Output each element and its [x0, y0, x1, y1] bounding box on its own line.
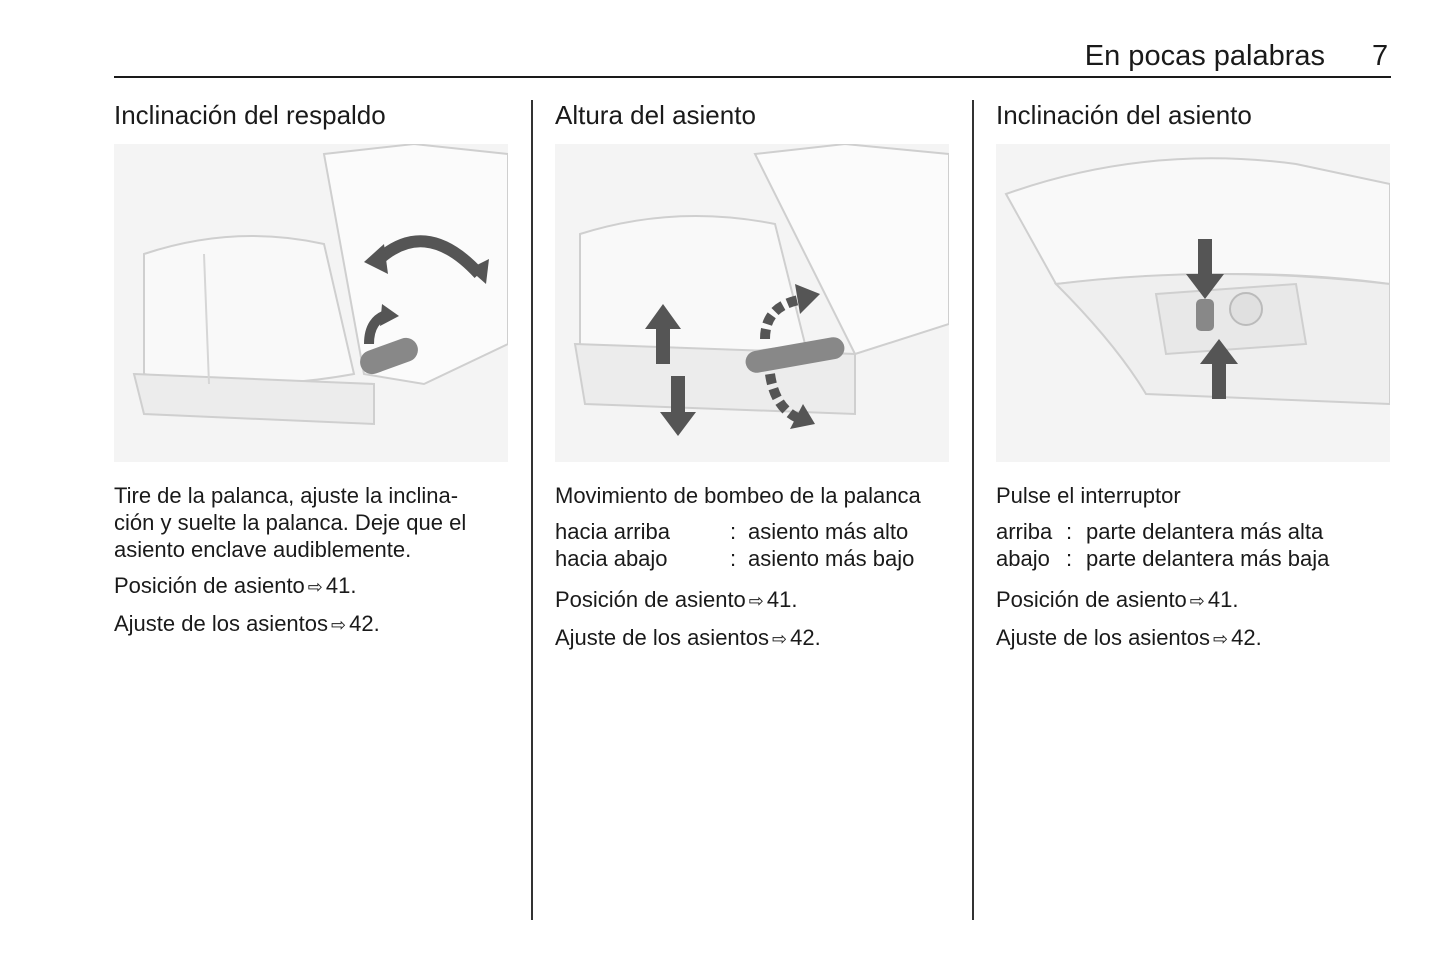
column-title: Inclinación del asiento [996, 100, 1252, 130]
column-title: Inclinación del respaldo [114, 100, 386, 130]
ref-text: Posición de asiento [114, 573, 305, 598]
seat-recline-illustration [114, 144, 508, 462]
intro-text: Pulse el interruptor [996, 483, 1181, 508]
body-line: Tire de la palanca, ajuste la inclina- [114, 483, 459, 508]
action-key: arriba [996, 519, 1053, 544]
reference-seat-adjust [555, 624, 955, 653]
column-backrest-recline [114, 100, 514, 648]
reference-seat-adjust [996, 624, 1396, 653]
page-ref-arrow-icon: ⇨ [748, 591, 764, 611]
body-line: ción y suelte la palanca. Deje que el [114, 510, 467, 535]
intro-text: Movimiento de bombeo de la palanca [555, 483, 921, 508]
action-key: abajo [996, 546, 1050, 571]
separator: : [730, 546, 737, 571]
ref-page: 42. [790, 625, 821, 650]
page-ref-arrow-icon: ⇨ [307, 577, 323, 597]
ref-page: 41. [325, 573, 357, 598]
action-key: hacia arriba [555, 519, 670, 544]
action-value: asiento más alto [748, 519, 909, 544]
ref-text: Ajuste de los asientos [114, 611, 329, 636]
column-divider [972, 100, 974, 920]
action-list [996, 518, 1396, 572]
body-line: asiento enclave audiblemente. [114, 537, 412, 562]
ref-text: Posición de asiento [555, 587, 746, 612]
seat-height-illustration [555, 144, 949, 462]
page-ref-arrow-icon: ⇨ [1189, 591, 1205, 611]
column-seat-tilt [996, 100, 1396, 662]
reference-seat-adjust [114, 610, 514, 639]
separator: : [1066, 546, 1073, 571]
column-seat-height [555, 100, 955, 662]
ref-page: 41. [766, 587, 798, 612]
action-key: hacia abajo [555, 546, 668, 571]
ref-page: 42. [1231, 625, 1262, 650]
action-list [555, 518, 955, 572]
ref-text: Ajuste de los asientos [555, 625, 770, 650]
seat-tilt-illustration [996, 144, 1390, 462]
action-value: parte delantera más alta [1086, 519, 1324, 544]
instructions-text [114, 482, 514, 563]
separator: : [1066, 519, 1073, 544]
section-title: En pocas palabras [1084, 40, 1325, 72]
reference-seat-position [555, 586, 955, 615]
page-ref-arrow-icon: ⇨ [331, 615, 347, 635]
page-ref-arrow-icon: ⇨ [772, 629, 788, 649]
action-row [555, 545, 955, 572]
ref-text: Posición de asiento [996, 587, 1187, 612]
action-row [555, 518, 955, 545]
reference-seat-position [996, 586, 1396, 615]
page-ref-arrow-icon: ⇨ [1213, 629, 1229, 649]
action-row [996, 518, 1396, 545]
ref-page: 42. [349, 611, 380, 636]
column-divider [531, 100, 533, 920]
ref-text: Ajuste de los asientos [996, 625, 1211, 650]
action-row [996, 545, 1396, 572]
action-value: parte delantera más baja [1086, 546, 1330, 571]
ref-page: 41. [1207, 587, 1239, 612]
action-value: asiento más bajo [748, 546, 915, 571]
separator: : [730, 519, 737, 544]
reference-seat-position [114, 572, 514, 601]
header-rule [114, 76, 1391, 78]
page-number: 7 [1372, 40, 1389, 72]
column-title: Altura del asiento [555, 100, 756, 130]
